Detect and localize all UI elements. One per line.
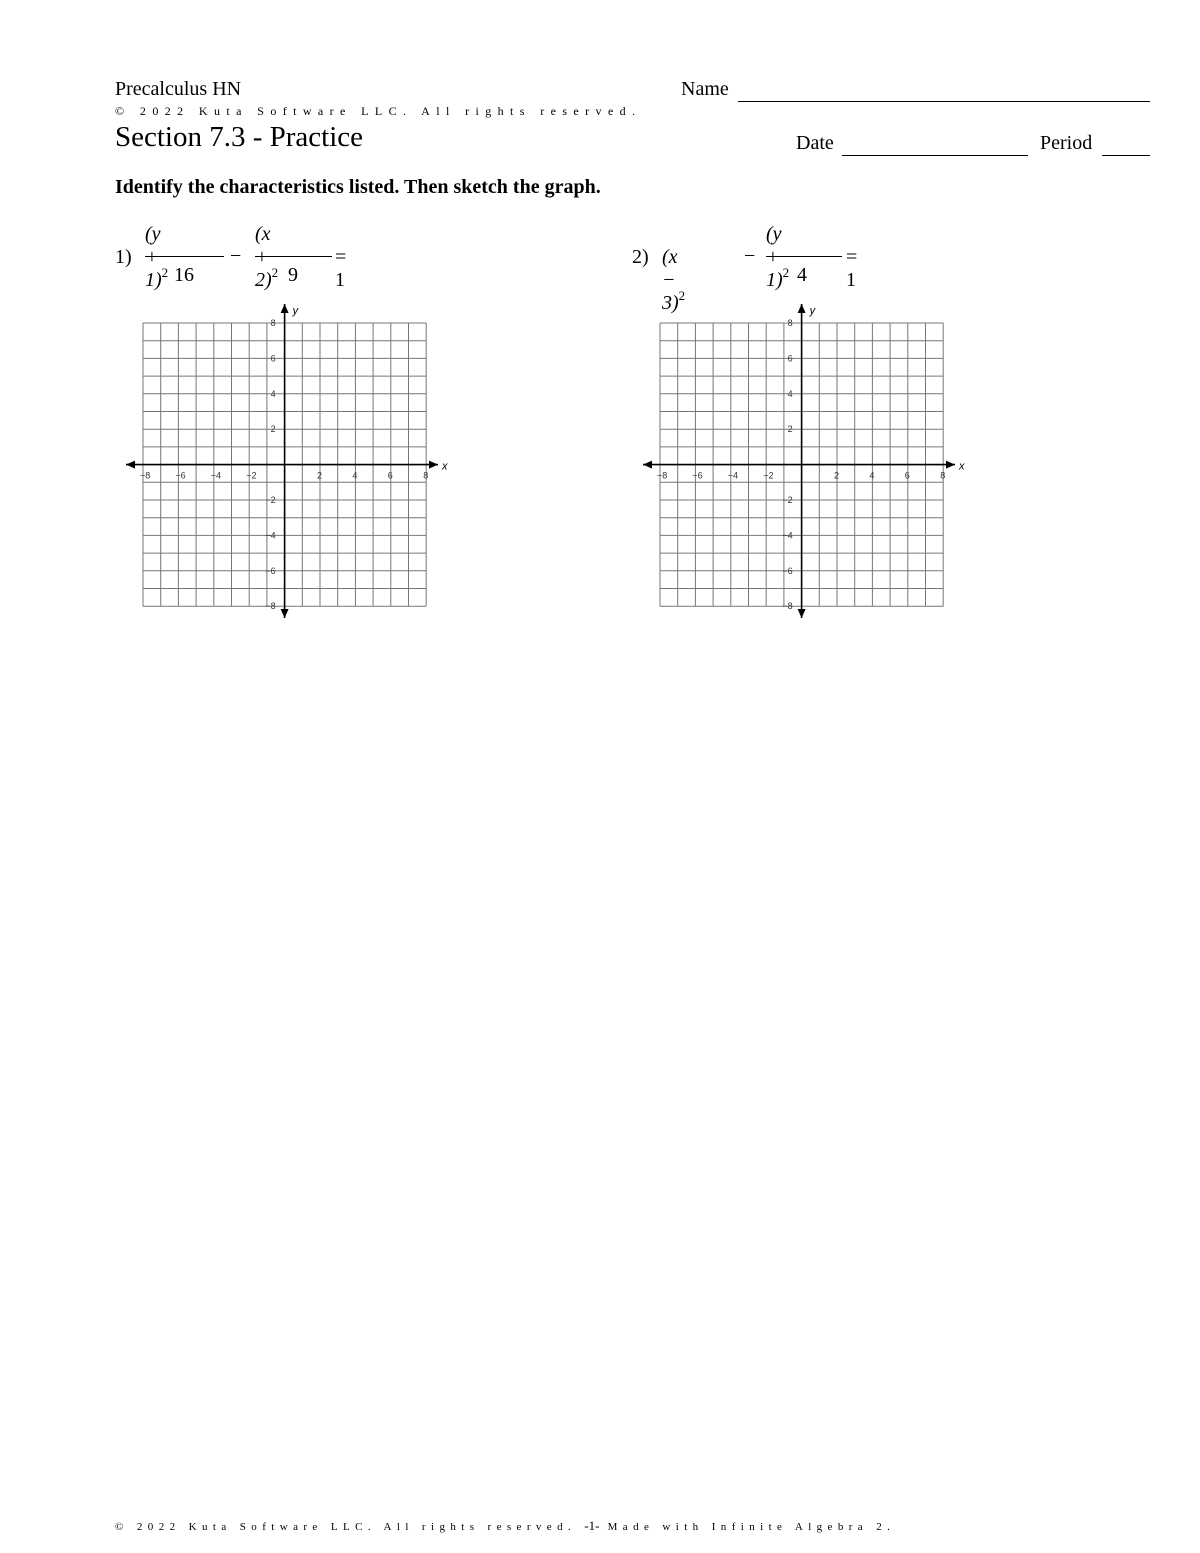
fraction-bar	[255, 256, 332, 257]
y-tick-label: 2	[270, 424, 276, 435]
exponent: 2	[782, 265, 790, 280]
denominator: 4	[797, 264, 807, 286]
exponent: 2	[161, 265, 169, 280]
y-axis-label: y	[809, 305, 816, 317]
equals-one: = 1	[846, 246, 858, 291]
y-tick-label: 6	[270, 353, 276, 364]
x-tick-label: 4	[869, 470, 875, 481]
x-tick-label: −2	[246, 470, 257, 481]
y-tick-label: −2	[265, 495, 276, 505]
coordinate-grid-1[interactable]	[120, 296, 450, 633]
grid-svg	[120, 296, 450, 628]
date-field-line[interactable]	[842, 155, 1028, 156]
x-tick-label: 4	[352, 470, 358, 481]
numerator	[145, 223, 168, 292]
y-tick-label: 4	[787, 388, 793, 399]
y-axis-label: y	[292, 305, 299, 317]
x-tick-label: 2	[834, 470, 840, 481]
x-tick-label: −6	[692, 470, 703, 481]
exponent: 2	[678, 288, 686, 303]
numerator	[255, 223, 278, 292]
x-tick-label: −2	[763, 470, 774, 481]
x-tick-label: 2	[317, 470, 323, 481]
x-tick-label: 6	[904, 470, 910, 481]
x-tick-label: −8	[140, 470, 151, 481]
footer-copyright: © 2022 Kuta Software LLC. All rights reserved.	[115, 1521, 577, 1533]
first-term-text: (x − 3)	[662, 246, 679, 314]
footer	[115, 1518, 895, 1534]
y-tick-label: 8	[787, 318, 793, 328]
period-field-line[interactable]	[1102, 155, 1150, 156]
y-tick-label: −8	[782, 601, 793, 612]
numerator-text: (y + 1)	[766, 223, 783, 291]
date-label: Date	[796, 132, 834, 154]
x-tick-label: −6	[175, 470, 186, 481]
y-tick-label: 4	[270, 388, 276, 399]
y-tick-label: −6	[265, 565, 276, 576]
denominator: 9	[288, 264, 298, 286]
y-tick-label: −6	[782, 565, 793, 576]
numerator-text: (y + 1)	[145, 223, 162, 291]
x-tick-label: 6	[387, 470, 393, 481]
x-axis-arrow-right	[946, 461, 955, 469]
x-tick-label: 8	[423, 470, 429, 481]
exponent: 2	[271, 265, 279, 280]
minus-sign: −	[744, 245, 756, 267]
x-tick-label: −4	[727, 470, 739, 481]
numerator	[766, 223, 789, 292]
fraction-bar	[145, 256, 224, 257]
instructions: Identify the characteristics listed. Then sketch the graph.	[115, 176, 601, 198]
x-axis-label: x	[442, 460, 448, 473]
y-tick-label: 8	[270, 318, 276, 328]
numerator-text: (x + 2)	[255, 223, 272, 291]
period-label: Period	[1040, 132, 1093, 154]
x-axis-arrow-left	[126, 461, 135, 469]
problem-number: 1)	[115, 246, 132, 268]
coordinate-grid-2[interactable]	[637, 296, 967, 633]
footer-made-with: Made with Infinite Algebra 2.	[607, 1521, 896, 1533]
denominator: 16	[174, 264, 194, 286]
course-name: Precalculus HN	[115, 78, 242, 100]
y-axis-arrow-down	[798, 609, 806, 618]
x-axis-arrow-right	[429, 461, 438, 469]
problem-number: 2)	[632, 246, 649, 268]
equals-one: = 1	[335, 246, 347, 291]
y-tick-label: −2	[782, 495, 793, 505]
y-tick-label: 2	[787, 424, 793, 435]
grid-svg	[637, 296, 967, 628]
x-tick-label: 8	[940, 470, 946, 481]
name-field-line[interactable]	[738, 101, 1150, 102]
minus-sign: −	[230, 245, 242, 267]
y-tick-label: −8	[265, 601, 276, 612]
copyright-notice: © 2022 Kuta Software LLC. All rights reserved.	[115, 104, 642, 118]
page-number: -1-	[584, 1518, 600, 1533]
y-axis-arrow-down	[281, 609, 289, 618]
x-tick-label: −4	[210, 470, 222, 481]
x-axis-arrow-left	[643, 461, 652, 469]
x-axis-label: x	[959, 460, 965, 473]
y-tick-label: −4	[265, 530, 276, 541]
y-tick-label: 6	[787, 353, 793, 364]
fraction-bar	[766, 256, 842, 257]
name-label: Name	[681, 78, 729, 100]
page-title: Section 7.3 - Practice	[115, 121, 364, 153]
y-axis-arrow-up	[281, 304, 289, 313]
x-tick-label: −8	[657, 470, 668, 481]
y-axis-arrow-up	[798, 304, 806, 313]
y-tick-label: −4	[782, 530, 793, 541]
